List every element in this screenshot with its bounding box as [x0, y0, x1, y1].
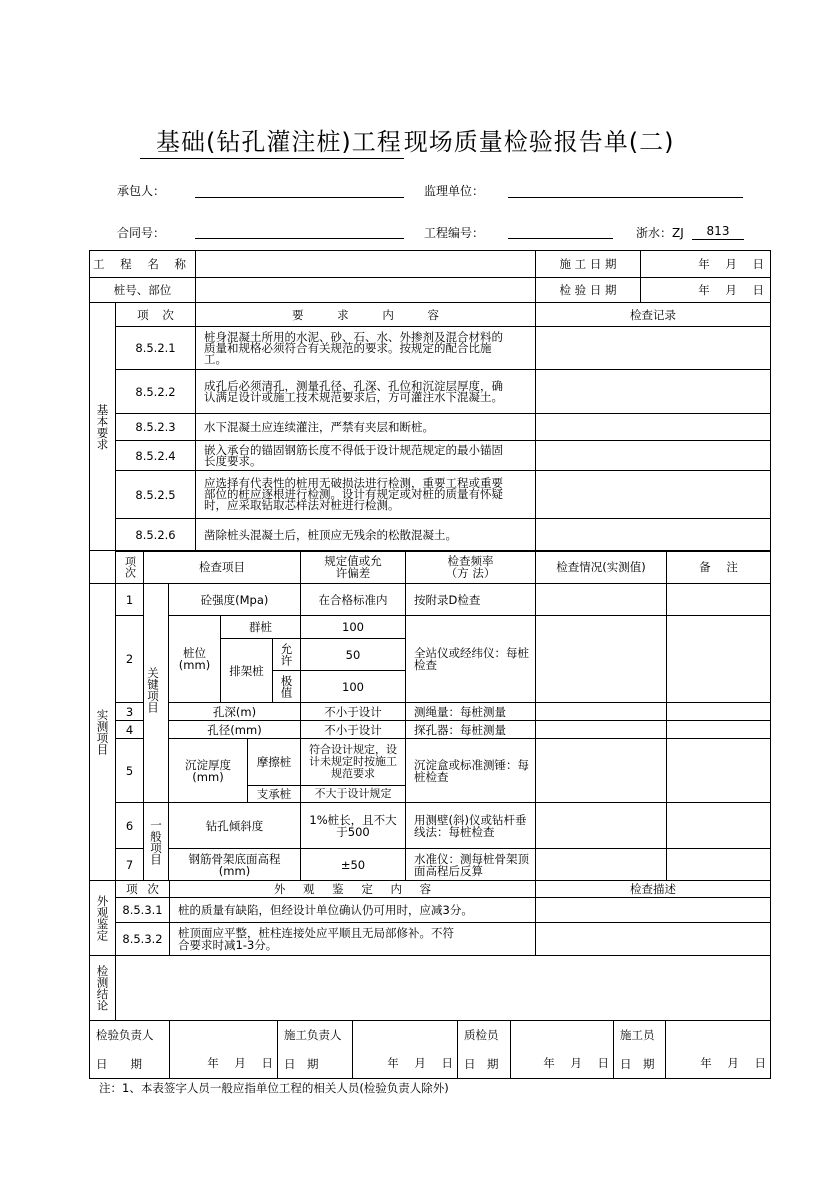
- signature-date-label: 日 期: [96, 1056, 142, 1071]
- row5-bearing-pile: 支承桩: [247, 785, 301, 803]
- row4-spec: 不小于设计: [300, 720, 406, 739]
- basic-row-record[interactable]: [535, 413, 771, 441]
- basic-row-no: 8.5.2.3: [115, 413, 196, 441]
- signature-date-value: 年 月 日: [207, 1056, 273, 1070]
- project-name-field[interactable]: [195, 250, 536, 278]
- row7-note[interactable]: [666, 848, 771, 881]
- appearance-label: 外观鉴定: [89, 880, 116, 956]
- signature-role: [613, 1020, 666, 1079]
- basic-requirements-label: 基本要求: [89, 302, 116, 551]
- row2-group-value: 100: [300, 615, 406, 639]
- row3-result[interactable]: [535, 702, 667, 721]
- row2-allow: 允许: [272, 638, 301, 671]
- row2-no: 2: [115, 615, 144, 703]
- signature-role-label: 施工员: [620, 1028, 655, 1043]
- signature-field[interactable]: [510, 1020, 614, 1079]
- measured-items-label: 实测项目: [89, 583, 116, 881]
- appearance-col-no: 项 次: [115, 880, 170, 898]
- row1-no: 1: [115, 583, 144, 616]
- general-items-label: 一般项目: [143, 802, 169, 881]
- row6-no: 6: [115, 802, 144, 849]
- row2-result[interactable]: [535, 615, 667, 703]
- row5-freq: 沉淀盒或标准测锤：每桩检查: [405, 738, 536, 803]
- serial-value: 813: [692, 224, 744, 240]
- signature-role-label: 质检员: [464, 1028, 499, 1043]
- appearance-row-no: 8.5.3.1: [115, 897, 170, 923]
- row5-friction-pile: 摩擦桩: [247, 738, 301, 786]
- supervisor-label: 监理单位：: [424, 184, 485, 198]
- row2-extreme-value: 100: [300, 670, 406, 703]
- footnote: 注：1、本表签字人员一般应指单位工程的相关人员(检验负责人除外): [99, 1081, 449, 1095]
- contractor-field[interactable]: [195, 197, 404, 198]
- signature-date-label: 日 期: [284, 1056, 319, 1071]
- row5-bearing-spec: 不大于设计规定: [300, 785, 406, 803]
- signature-role-label: 施工负责人: [284, 1028, 342, 1043]
- basic-col-no: 项 次: [115, 302, 196, 327]
- page-title: [140, 122, 674, 157]
- row7-no: 7: [115, 848, 144, 881]
- row1-result[interactable]: [535, 583, 667, 616]
- basic-col-record: 检查记录: [535, 302, 771, 327]
- start-date-field[interactable]: 年 月 日: [640, 250, 771, 278]
- pile-no-field[interactable]: [195, 277, 536, 303]
- appearance-row-desc[interactable]: [535, 897, 771, 923]
- row3-freq: 测绳量：每桩测量: [405, 702, 536, 721]
- basic-row-no: 8.5.2.4: [115, 440, 196, 471]
- basic-row-no: 8.5.2.5: [115, 470, 196, 519]
- key-items-label: 关键项目: [143, 583, 169, 803]
- serial-label: 浙水：ZJ: [636, 226, 684, 240]
- appearance-row-desc[interactable]: [535, 922, 771, 956]
- signature-date-label: 日 期: [620, 1056, 655, 1071]
- project-no-field[interactable]: [508, 238, 613, 239]
- signature-role: [277, 1020, 353, 1079]
- row5-friction-spec: 符合设计规定，设计未规定时按施工规范要求: [300, 738, 406, 786]
- basic-row-text: 应选择有代表性的桩用无破损法进行检测，重要工程或重要部位的桩应逐根进行检测。设计有规定或对桩的质量有怀疑时，应采取钻取芯样法对桩进行检测。: [195, 470, 536, 519]
- signature-role-label: 检验负责人: [96, 1028, 154, 1043]
- basic-row-text: 成孔后必须清孔，测量孔径、孔深、孔位和沉淀层厚度，确认满足设计或施工技术规范要求后，方可灌注水下混凝土。: [195, 369, 536, 414]
- row5-note[interactable]: [666, 738, 771, 803]
- supervisor-field[interactable]: [508, 197, 743, 198]
- project-name-label: 工 程 名 称: [89, 250, 196, 278]
- row1-spec: 在合格标准内: [300, 583, 406, 616]
- basic-col-content: 要 求 内 容: [195, 302, 536, 327]
- appearance-row-no: 8.5.3.2: [115, 922, 170, 956]
- row3-no: 3: [115, 702, 144, 721]
- title-project-type: 基础(钻孔灌注桩)工程: [140, 128, 404, 159]
- measured-col-result: 检查情况(实测值): [535, 550, 667, 584]
- row2-item: 桩位(mm): [168, 615, 221, 703]
- measured-col-freq: 检查频率（方 法）: [405, 550, 536, 584]
- signature-date-value: 年 月 日: [700, 1056, 766, 1070]
- basic-row-record[interactable]: [535, 326, 771, 370]
- appearance-row-text: 桩顶面应平整，桩柱连接处应平顺且无局部修补。不符合要求时减1-3分。: [169, 922, 536, 956]
- row5-no: 5: [115, 738, 144, 803]
- row4-item: 孔径(mm): [168, 720, 301, 739]
- signature-date-label: 日 期: [464, 1056, 499, 1071]
- basic-row-text: 水下混凝土应连续灌注，严禁有夹层和断桩。: [195, 413, 536, 441]
- signature-field[interactable]: [665, 1020, 771, 1079]
- row4-result[interactable]: [535, 720, 667, 739]
- row7-item: 钢筋骨架底面高程(mm): [168, 848, 301, 881]
- signature-date-value: 年 月 日: [543, 1056, 609, 1070]
- appearance-col-desc: 检查描述: [535, 880, 771, 898]
- measured-col-note: 备 注: [666, 550, 771, 584]
- basic-row-record[interactable]: [535, 470, 771, 519]
- measured-col-no: 项次: [115, 550, 144, 584]
- row7-result[interactable]: [535, 848, 667, 881]
- row2-group-pile: 群桩: [220, 615, 301, 639]
- row3-item: 孔深(m): [168, 702, 301, 721]
- signature-role: [457, 1020, 511, 1079]
- contract-no-label: 合同号：: [117, 226, 166, 240]
- row4-no: 4: [115, 720, 144, 739]
- row6-note[interactable]: [666, 802, 771, 849]
- row3-spec: 不小于设计: [300, 702, 406, 721]
- row2-allow-value: 50: [300, 638, 406, 671]
- basic-row-record[interactable]: [535, 369, 771, 414]
- project-no-label: 工程编号：: [424, 226, 485, 240]
- row7-freq: 水准仪：测每桩骨架顶面高程后反算: [405, 848, 536, 881]
- row6-spec: 1%桩长，且不大于500: [300, 802, 406, 849]
- row5-item: 沉淀厚度(mm): [168, 738, 248, 803]
- row4-note[interactable]: [666, 720, 771, 739]
- conclusion-label: 检测结论: [89, 955, 116, 1021]
- row6-freq: 用测壁(斜)仪或钻杆垂线法：每桩检查: [405, 802, 536, 849]
- row2-extreme: 极值: [272, 670, 301, 703]
- signature-date-value: 年 月 日: [387, 1056, 453, 1070]
- row1-item: 砼强度(Mpa): [168, 583, 301, 616]
- row1-freq: 按附录D检查: [405, 583, 536, 616]
- contractor-label: 承包人：: [117, 184, 166, 198]
- row2-bent-pile: 排架桩: [220, 638, 273, 703]
- basic-row-record[interactable]: [535, 518, 771, 552]
- conclusion-field[interactable]: [115, 955, 771, 1021]
- row2-note[interactable]: [666, 615, 771, 703]
- row6-item: 钻孔倾斜度: [168, 802, 301, 849]
- measured-col-spec: 规定值或允许偏差: [300, 550, 406, 584]
- row4-freq: 探孔器：每桩测量: [405, 720, 536, 739]
- row7-spec: ±50: [300, 848, 406, 881]
- pile-no-label: 桩号、部位: [89, 277, 196, 303]
- basic-row-text: 嵌入承台的锚固钢筋长度不得低于设计规范规定的最小锚固长度要求。: [195, 440, 536, 471]
- row5-result[interactable]: [535, 738, 667, 803]
- basic-row-text: 凿除桩头混凝土后，桩顶应无残余的松散混凝土。: [195, 518, 536, 552]
- signature-role: [89, 1020, 170, 1079]
- basic-row-no: 8.5.2.2: [115, 369, 196, 414]
- row6-result[interactable]: [535, 802, 667, 849]
- title-text: 现场质量检验报告单(二): [403, 128, 675, 156]
- start-date-label: 施 工 日 期: [535, 250, 641, 278]
- basic-row-text: 桩身混凝土所用的水泥、砂、石、水、外掺剂及混合材料的质量和规格必须符合有关规范的要求。按规定的配合比施工。: [195, 326, 536, 370]
- measured-header-blank: [89, 550, 116, 584]
- appearance-col-content: 外 观 鉴 定 内 容: [169, 880, 536, 898]
- contract-no-field[interactable]: [195, 238, 404, 239]
- basic-row-no: 8.5.2.1: [115, 326, 196, 370]
- signature-field[interactable]: [169, 1020, 278, 1079]
- inspect-date-field[interactable]: 年 月 日: [640, 277, 771, 303]
- row2-freq: 全站仪或经纬仪：每桩检查: [405, 615, 536, 703]
- row3-note[interactable]: [666, 702, 771, 721]
- inspect-date-label: 检 验 日 期: [535, 277, 641, 303]
- basic-row-no: 8.5.2.6: [115, 518, 196, 552]
- row1-note[interactable]: [666, 583, 771, 616]
- appearance-row-text: 桩的质量有缺陷，但经设计单位确认仍可用时，应减3分。: [169, 897, 536, 923]
- measured-col-item: 检查项目: [143, 550, 301, 584]
- basic-row-record[interactable]: [535, 440, 771, 471]
- signature-field[interactable]: [352, 1020, 458, 1079]
